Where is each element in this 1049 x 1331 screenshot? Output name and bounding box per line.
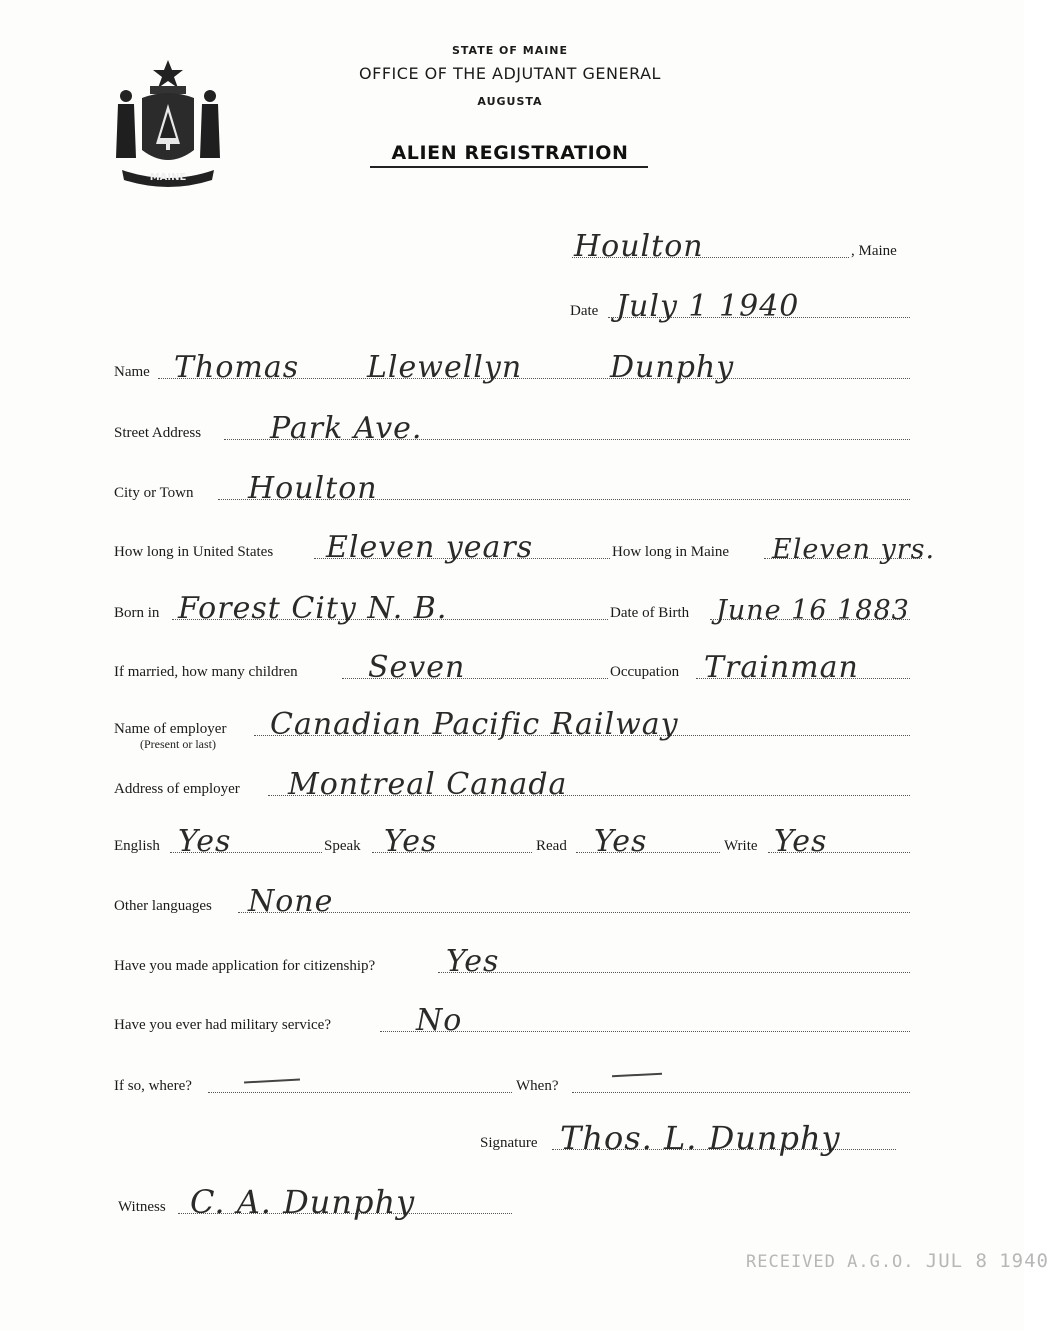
date-value: July 1 1940 — [616, 289, 800, 324]
children-value: Seven — [368, 650, 466, 685]
received-stamp — [746, 1250, 1049, 1272]
how-long-maine-label: How long in Maine — [612, 544, 730, 560]
header-city: AUGUSTA — [477, 95, 543, 108]
employer-address-label: Address of employer — [114, 781, 240, 797]
english-label: English — [114, 838, 160, 854]
military-value: No — [416, 1003, 463, 1038]
witness-row — [116, 1183, 516, 1221]
citizenship-row — [112, 944, 912, 979]
header-state: STATE OF MAINE — [451, 44, 569, 57]
witness-label: Witness — [118, 1199, 166, 1215]
form-title: ALIEN REGISTRATION — [391, 142, 629, 164]
where-label: If so, where? — [114, 1078, 192, 1094]
stamp-year: 1940 — [999, 1250, 1049, 1272]
where-when-row — [112, 1067, 912, 1099]
witness-value: C. A. Dunphy — [190, 1183, 416, 1221]
date-of-birth-value: June 16 1883 — [716, 595, 910, 626]
name-middle: Llewellyn — [367, 350, 523, 385]
date-row — [568, 289, 913, 324]
city-label: City or Town — [114, 485, 194, 501]
citizenship-label: Have you made application for citizenship? — [114, 958, 376, 974]
place-row — [560, 229, 915, 264]
speak-label: Speak — [324, 838, 361, 854]
write-value: Yes — [774, 824, 828, 859]
read-value: Yes — [594, 824, 648, 859]
citizenship-value: Yes — [446, 944, 500, 979]
date-label: Date — [570, 303, 599, 319]
svg-text:MAINE: MAINE — [149, 172, 187, 183]
city-value: Houlton — [248, 471, 378, 506]
employer-row — [112, 707, 912, 742]
military-row — [112, 1003, 912, 1038]
place-value: Houlton — [574, 229, 704, 264]
city-row — [112, 471, 912, 506]
when-label: When? — [516, 1078, 559, 1094]
street-address-label: Street Address — [114, 425, 202, 441]
write-label: Write — [724, 838, 758, 854]
date-of-birth-label: Date of Birth — [610, 605, 690, 621]
header-office: OFFICE OF THE ADJUTANT GENERAL — [359, 64, 661, 83]
other-languages-row — [112, 884, 912, 919]
born-in-value: Forest City N. B. — [178, 591, 448, 626]
birth-row — [112, 591, 917, 626]
occupation-value: Trainman — [704, 650, 859, 685]
street-address-value: Park Ave. — [270, 411, 423, 446]
signature-label: Signature — [480, 1135, 538, 1151]
how-long-row — [112, 530, 936, 565]
name-label: Name — [114, 364, 150, 380]
other-languages-value: None — [248, 884, 334, 919]
maine-state-seal-icon — [112, 58, 224, 188]
street-address-row — [112, 411, 912, 446]
language-row — [112, 824, 912, 859]
children-label: If married, how many children — [114, 664, 298, 680]
name-last: Dunphy — [610, 350, 735, 385]
other-languages-label: Other languages — [114, 898, 212, 914]
how-long-us-value: Eleven years — [326, 530, 534, 565]
employer-value: Canadian Pacific Railway — [270, 707, 679, 742]
stamp-date: JUL 8 — [925, 1250, 988, 1272]
employer-sublabel: (Present or last) — [140, 737, 216, 751]
how-long-maine-value: Eleven yrs. — [772, 534, 936, 565]
speak-value: Yes — [384, 824, 438, 859]
read-label: Read — [536, 838, 567, 854]
place-suffix: , Maine — [851, 243, 897, 259]
occupation-label: Occupation — [610, 664, 680, 680]
employer-address-value: Montreal Canada — [288, 767, 568, 802]
how-long-us-label: How long in United States — [114, 544, 274, 560]
name-row — [112, 350, 912, 385]
born-in-label: Born in — [114, 605, 160, 621]
signature-row — [478, 1119, 918, 1157]
english-value: Yes — [178, 824, 232, 859]
signature-value: Thos. L. Dunphy — [560, 1119, 841, 1157]
stamp-text: RECEIVED A.G.O. — [746, 1252, 915, 1272]
employer-address-row — [112, 767, 912, 802]
name-first: Thomas — [174, 350, 300, 385]
employer-label: Name of employer — [114, 721, 227, 737]
title-underline — [370, 166, 648, 168]
children-occupation-row — [112, 650, 912, 685]
military-label: Have you ever had military service? — [114, 1017, 331, 1033]
